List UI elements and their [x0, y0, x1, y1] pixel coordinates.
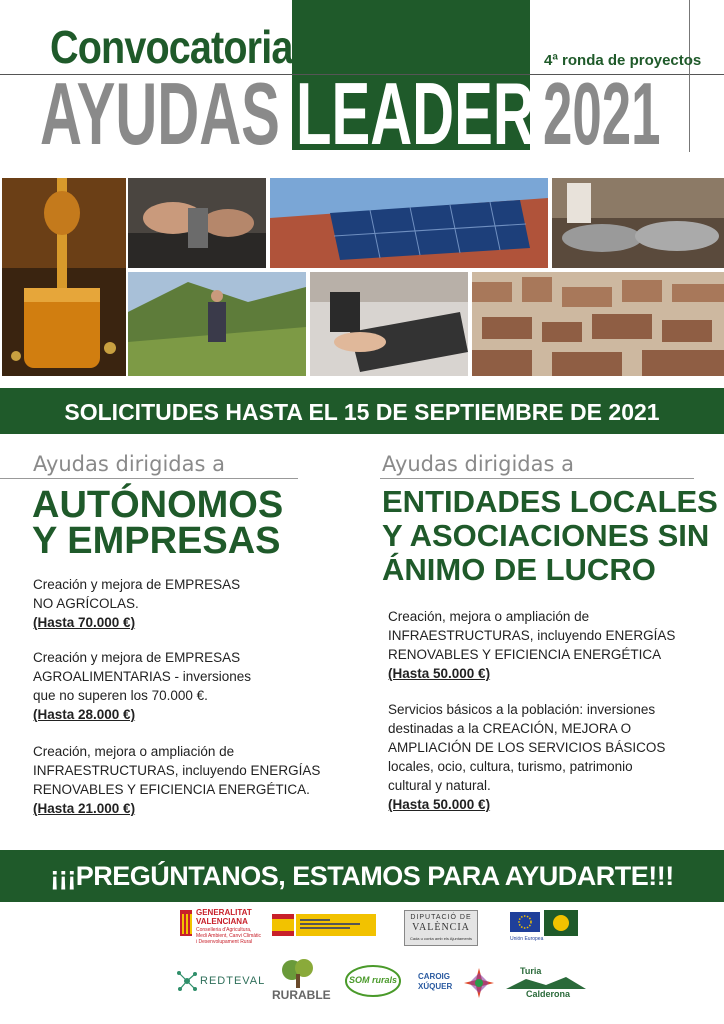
ministerio-logo [272, 910, 376, 940]
som-rurals-logo [344, 964, 402, 998]
left-item-2-amount: (Hasta 28.000 €) [33, 707, 136, 722]
left-rule [0, 478, 298, 479]
right-item-1-amount: (Hasta 50.000 €) [388, 666, 491, 681]
rurable-text: RURABLE [272, 988, 331, 1002]
gva-line-2: VALENCIANA [196, 917, 248, 926]
right-item-1-line: Creación, mejora o ampliación de [388, 609, 590, 624]
right-item-1-line: INFRAESTRUCTURAS, incluyendo ENERGÍAS [388, 628, 676, 643]
redteval-text: REDTEVAL [200, 975, 266, 987]
turia-line-1: Turia [520, 966, 542, 976]
gva-sub-3: i Desenvolupament Rural [196, 939, 253, 945]
left-item-2-line: Creación y mejora de EMPRESAS [33, 650, 241, 665]
left-item-3-line: Creación, mejora o ampliación de [33, 744, 235, 759]
left-title-line-2: Y EMPRESAS [32, 520, 281, 562]
craft-hands-photo [128, 178, 266, 268]
right-title-line-1: ENTIDADES LOCALES [382, 484, 718, 519]
left-item-1-line: NO AGRÍCOLAS. [33, 596, 139, 611]
right-item-2-line: AMPLIACIÓN DE LOS SERVICIOS BÁSICOS [388, 740, 666, 755]
mountain-icon [506, 977, 586, 989]
diputacio-line-2: VALÈNCIA [412, 922, 470, 933]
right-item-2-amount: (Hasta 50.000 €) [388, 797, 491, 812]
network-icon [176, 970, 198, 992]
turia-calderona-logo [506, 964, 586, 1002]
som-rurals-text: SOM rurals [348, 975, 397, 985]
deadline-text: SOLICITUDES HASTA EL 15 DE SEPTIEMBRE DE 2021 [64, 399, 660, 425]
gva-sub-1: Conselleria d'Agricultura, [196, 927, 252, 933]
honey-photo [2, 178, 126, 376]
right-title-line-2: Y ASOCIACIONES SIN [382, 518, 710, 553]
convocatoria-label: Convocatoria [50, 21, 293, 73]
right-item-2-line: destinadas a la CREACIÓN, MEJORA O [388, 721, 632, 736]
right-item-2-line: cultural y natural. [388, 778, 491, 793]
left-subtitle: Ayudas dirigidas a [33, 452, 225, 476]
eu-label: Unión Europea [510, 936, 544, 942]
eu-leader-logo [510, 910, 582, 944]
turia-line-2: Calderona [526, 989, 571, 999]
gva-line-1: GENERALITAT [196, 908, 252, 917]
header-vertical-rule [689, 0, 690, 152]
left-item-1-amount: (Hasta 70.000 €) [33, 615, 136, 630]
right-rule [380, 478, 694, 479]
solar-panels-photo [270, 178, 548, 268]
caroig-line-1: CAROIG [418, 972, 450, 981]
left-item-2 [33, 648, 251, 724]
ayudas-title: AYUDAS [40, 64, 280, 163]
cooking-photo [552, 178, 724, 268]
right-item-1 [388, 607, 675, 683]
left-title-line-1: AUTÓNOMOS [32, 484, 284, 526]
diputacio-line-1: DIPUTACIÓ DE [410, 914, 472, 921]
left-item-3-line: INFRAESTRUCTURAS, incluyendo ENERGÍAS [33, 763, 321, 778]
caroig-line-2: XÚQUER [418, 982, 453, 991]
right-title-line-3: ÁNIMO DE LUCRO [382, 552, 656, 587]
right-subtitle: Ayudas dirigidas a [382, 452, 574, 476]
diputacio-logo [404, 910, 478, 946]
laptop-photo [310, 272, 468, 376]
leader-title: LEADER [296, 64, 535, 163]
tree-icon [272, 956, 330, 988]
left-item-2-line: que no superen los 70.000 €. [33, 688, 208, 703]
right-item-2 [388, 700, 665, 814]
year-title: 2021 [543, 64, 661, 163]
redteval-logo [176, 970, 266, 994]
rurable-logo [272, 956, 330, 1004]
star-burst-icon [464, 968, 494, 998]
right-item-1-line: RENOVABLES Y EFICIENCIA ENERGÉTICA [388, 647, 662, 662]
left-item-2-line: AGROALIMENTARIAS - inversiones [33, 669, 252, 684]
gva-sub-2: Medi Ambient, Canvi Climàtic [196, 933, 262, 939]
left-item-1 [33, 575, 240, 632]
left-item-1-line: Creación y mejora de EMPRESAS [33, 577, 241, 592]
ronda-label: 4ª ronda de proyectos [544, 52, 702, 69]
diputacio-sub: Cada u conta amb els Ajuntaments [409, 936, 473, 941]
cta-text: ¡¡¡PREGÚNTANOS, ESTAMOS PARA AYUDARTE!!! [50, 861, 674, 891]
hiker-photo [128, 272, 306, 376]
gva-logo [178, 908, 268, 952]
right-item-2-line: Servicios básicos a la población: inversiones [388, 702, 656, 717]
caroig-xuquer-logo [418, 966, 496, 1000]
village-photo [472, 272, 724, 376]
right-item-2-line: locales, ocio, cultura, turismo, patrimonio [388, 759, 633, 774]
gva-shield-icon [178, 910, 194, 940]
left-item-3 [33, 742, 320, 818]
left-item-3-amount: (Hasta 21.000 €) [33, 801, 136, 816]
left-item-3-line: RENOVABLES Y EFICIENCIA ENERGÉTICA. [33, 782, 310, 797]
